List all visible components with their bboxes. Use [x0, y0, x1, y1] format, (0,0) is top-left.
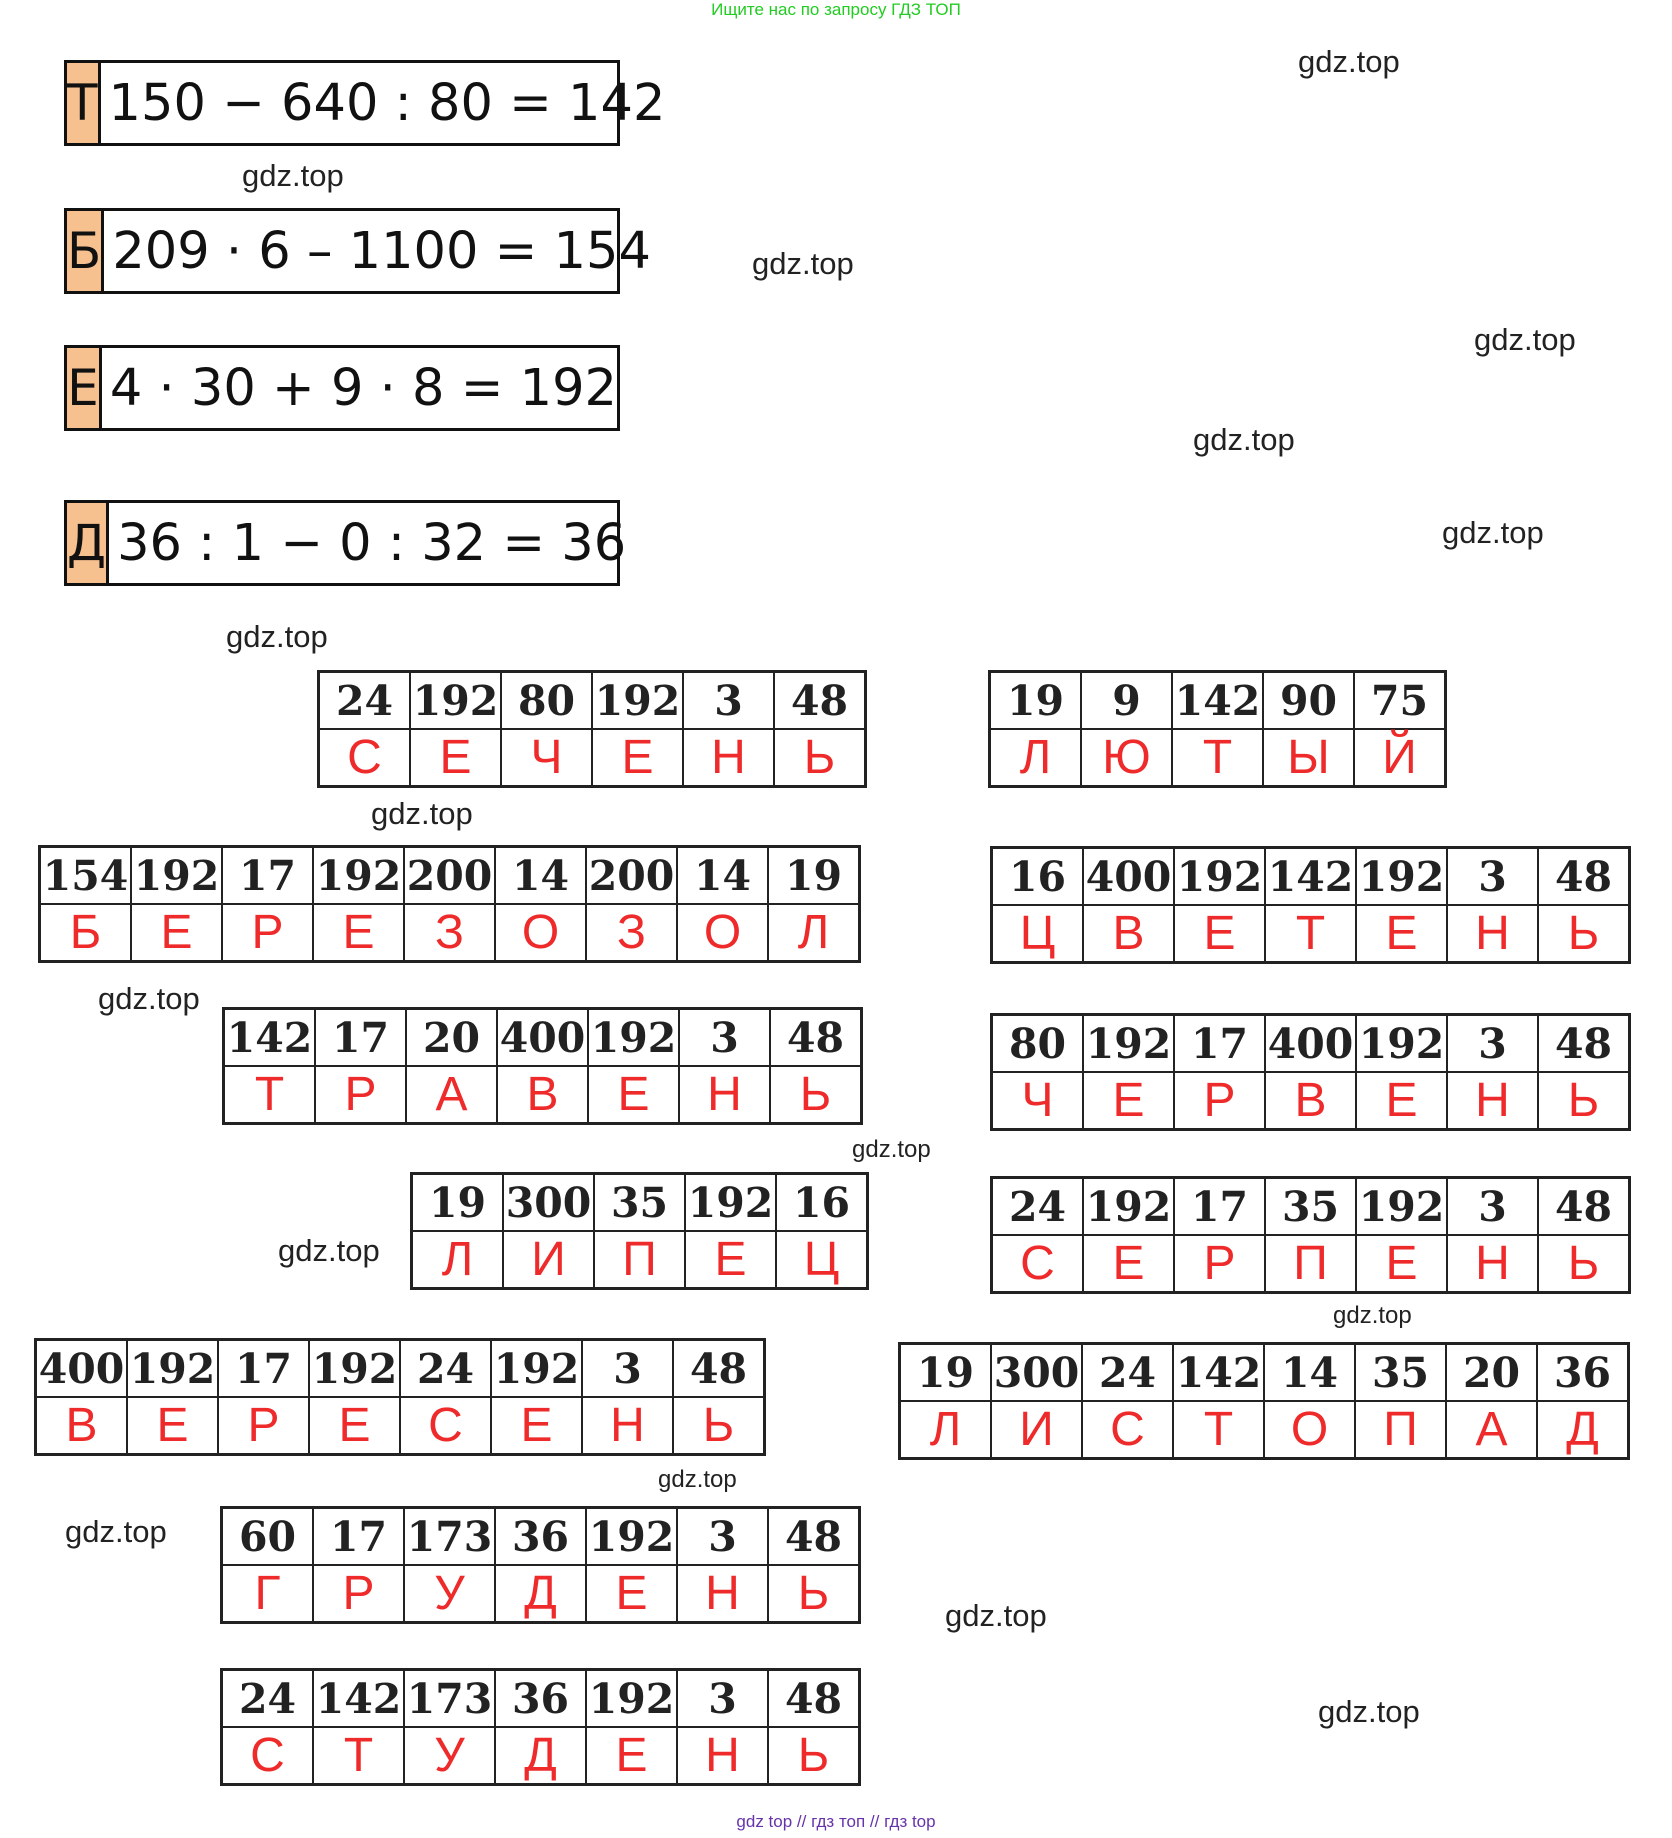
number-cell: 20 — [406, 1009, 497, 1067]
letter-cell: З — [586, 904, 677, 962]
letter-cell: Т — [313, 1727, 404, 1785]
letter-cell: Ь — [774, 729, 866, 787]
letter-cell: Л — [768, 904, 860, 962]
number-cell: 16 — [776, 1174, 868, 1232]
watermark: gdz.top — [242, 158, 344, 193]
letter-cell: Е — [685, 1231, 776, 1289]
letter-cell: Ь — [768, 1727, 860, 1785]
letter-cell: Н — [1447, 1235, 1538, 1293]
month-table-berezol — [38, 845, 861, 963]
letter-cell: Е — [309, 1397, 400, 1455]
letter-cell: Р — [313, 1565, 404, 1623]
letter-cell: Л — [990, 729, 1082, 787]
letter-cell: В — [1083, 905, 1174, 963]
letter-cell: Д — [495, 1727, 586, 1785]
letter-cell: Л — [900, 1401, 992, 1459]
number-cell: 300 — [503, 1174, 594, 1232]
letter-row — [992, 905, 1630, 963]
number-cell: 192 — [592, 672, 683, 730]
letter-row — [319, 729, 866, 787]
number-cell: 192 — [309, 1340, 400, 1398]
number-cell: 142 — [224, 1009, 316, 1067]
letter-cell: Н — [679, 1066, 770, 1124]
number-row — [992, 848, 1630, 906]
letter-cell: Ц — [776, 1231, 868, 1289]
letter-cell: О — [677, 904, 768, 962]
number-cell: 80 — [501, 672, 592, 730]
month-table-studen — [220, 1668, 861, 1786]
letter-cell: Т — [1173, 1401, 1264, 1459]
number-cell: 17 — [218, 1340, 309, 1398]
letter-cell: Б — [40, 904, 132, 962]
number-cell: 192 — [1083, 1015, 1174, 1073]
letter-cell: У — [404, 1727, 495, 1785]
number-cell: 3 — [1447, 848, 1538, 906]
equation-letter: Б — [67, 211, 104, 291]
letter-cell: Ю — [1081, 729, 1172, 787]
watermark: gdz.top — [1333, 1302, 1412, 1329]
letter-cell: У — [404, 1565, 495, 1623]
letter-cell: Е — [588, 1066, 679, 1124]
month-table-serpen — [990, 1176, 1631, 1294]
letter-cell: И — [991, 1401, 1082, 1459]
letter-cell: Ь — [1538, 905, 1630, 963]
equation-b — [64, 208, 651, 294]
number-cell: 75 — [1354, 672, 1446, 730]
watermark: gdz.top — [1442, 515, 1544, 550]
number-cell: 142 — [1173, 1344, 1264, 1402]
number-cell: 3 — [677, 1508, 768, 1566]
letter-cell: Д — [1537, 1401, 1629, 1459]
number-cell: 16 — [992, 848, 1084, 906]
number-cell: 48 — [770, 1009, 862, 1067]
number-cell: 24 — [992, 1178, 1084, 1236]
equation-letter: Д — [67, 503, 109, 583]
number-cell: 192 — [131, 847, 222, 905]
equation-t — [64, 60, 666, 146]
number-cell: 19 — [768, 847, 860, 905]
number-cell: 20 — [1446, 1344, 1537, 1402]
letter-cell: Р — [1174, 1235, 1265, 1293]
watermark: gdz.top — [98, 981, 200, 1016]
letter-cell: Е — [586, 1565, 677, 1623]
letter-row — [900, 1401, 1629, 1459]
letter-cell: Н — [1447, 905, 1538, 963]
letter-cell: С — [319, 729, 411, 787]
watermark: gdz.top — [658, 1466, 737, 1493]
month-table-liutyi — [988, 670, 1447, 788]
month-table-lypets — [410, 1172, 869, 1290]
watermark: gdz.top — [945, 1598, 1047, 1633]
letter-cell: Ь — [768, 1565, 860, 1623]
number-cell: 142 — [313, 1670, 404, 1728]
number-cell: 90 — [1263, 672, 1354, 730]
number-cell: 200 — [586, 847, 677, 905]
number-row — [36, 1340, 765, 1398]
number-cell: 200 — [404, 847, 495, 905]
number-cell: 48 — [673, 1340, 765, 1398]
number-cell: 192 — [586, 1508, 677, 1566]
number-cell: 192 — [586, 1670, 677, 1728]
letter-cell: П — [1355, 1401, 1446, 1459]
number-cell: 17 — [222, 847, 313, 905]
equation-expression: 150 − 640 : 80 = 142 — [108, 73, 666, 133]
number-row — [992, 1015, 1630, 1073]
number-cell: 3 — [582, 1340, 673, 1398]
letter-cell: Ч — [992, 1072, 1084, 1130]
letter-cell: Е — [1083, 1072, 1174, 1130]
number-cell: 192 — [1174, 848, 1265, 906]
number-cell: 3 — [677, 1670, 768, 1728]
letter-row — [40, 904, 860, 962]
letter-cell: Ь — [673, 1397, 765, 1455]
equation-letter: Е — [67, 348, 102, 428]
month-table-lystopad — [898, 1342, 1630, 1460]
number-cell: 24 — [319, 672, 411, 730]
letter-cell: Е — [1083, 1235, 1174, 1293]
number-cell: 3 — [1447, 1178, 1538, 1236]
number-cell: 35 — [1355, 1344, 1446, 1402]
number-row — [412, 1174, 868, 1232]
letter-cell: Ь — [1538, 1235, 1630, 1293]
number-cell: 19 — [990, 672, 1082, 730]
number-cell: 173 — [404, 1508, 495, 1566]
letter-cell: Й — [1354, 729, 1446, 787]
equation-e — [64, 345, 620, 431]
number-cell: 192 — [313, 847, 404, 905]
number-row — [990, 672, 1446, 730]
watermark: gdz.top — [852, 1136, 931, 1163]
letter-cell: Н — [683, 729, 774, 787]
number-cell: 300 — [991, 1344, 1082, 1402]
number-cell: 24 — [1082, 1344, 1173, 1402]
number-cell: 14 — [1264, 1344, 1355, 1402]
letter-cell: Е — [1356, 905, 1447, 963]
letter-cell: Е — [592, 729, 683, 787]
number-row — [900, 1344, 1629, 1402]
letter-cell: С — [222, 1727, 314, 1785]
equation-expression: 4 · 30 + 9 · 8 = 192 — [109, 358, 617, 418]
letter-cell: Л — [412, 1231, 504, 1289]
month-table-hruden — [220, 1506, 861, 1624]
letter-cell: Ь — [1538, 1072, 1630, 1130]
letter-row — [990, 729, 1446, 787]
watermark: gdz.top — [65, 1514, 167, 1549]
equation-expression: 209 · 6 – 1100 = 154 — [112, 221, 651, 281]
number-cell: 154 — [40, 847, 132, 905]
letter-row — [992, 1072, 1630, 1130]
letter-cell: Ч — [501, 729, 592, 787]
number-cell: 9 — [1081, 672, 1172, 730]
letter-cell: Т — [1172, 729, 1263, 787]
watermark: gdz.top — [278, 1233, 380, 1268]
letter-row — [412, 1231, 868, 1289]
number-cell: 173 — [404, 1670, 495, 1728]
number-cell: 142 — [1172, 672, 1263, 730]
letter-cell: Е — [410, 729, 501, 787]
letter-cell: Н — [677, 1565, 768, 1623]
letter-cell: Д — [495, 1565, 586, 1623]
number-row — [222, 1670, 860, 1728]
letter-cell: В — [1265, 1072, 1356, 1130]
letter-cell: Е — [491, 1397, 582, 1455]
letter-cell: Т — [224, 1066, 316, 1124]
letter-cell: А — [1446, 1401, 1537, 1459]
number-cell: 80 — [992, 1015, 1084, 1073]
watermark: gdz.top — [752, 246, 854, 281]
letter-row — [222, 1565, 860, 1623]
equation-letter: Т — [67, 63, 101, 143]
letter-cell: С — [400, 1397, 491, 1455]
number-cell: 24 — [222, 1670, 314, 1728]
number-cell: 400 — [1083, 848, 1174, 906]
letter-cell: Е — [127, 1397, 218, 1455]
number-row — [224, 1009, 862, 1067]
letter-cell: В — [36, 1397, 128, 1455]
number-row — [222, 1508, 860, 1566]
watermark: gdz.top — [371, 796, 473, 831]
number-cell: 192 — [1356, 1015, 1447, 1073]
letter-cell: П — [594, 1231, 685, 1289]
number-cell: 48 — [768, 1670, 860, 1728]
letter-cell: Р — [218, 1397, 309, 1455]
letter-cell: Н — [677, 1727, 768, 1785]
number-cell: 192 — [1356, 848, 1447, 906]
number-cell: 192 — [685, 1174, 776, 1232]
letter-cell: Р — [1174, 1072, 1265, 1130]
number-cell: 36 — [1537, 1344, 1629, 1402]
letter-cell: Р — [315, 1066, 406, 1124]
number-cell: 60 — [222, 1508, 314, 1566]
number-cell: 192 — [491, 1340, 582, 1398]
letter-cell: Г — [222, 1565, 314, 1623]
number-row — [319, 672, 866, 730]
equation-d — [64, 500, 627, 586]
letter-cell: Р — [222, 904, 313, 962]
letter-cell: О — [1264, 1401, 1355, 1459]
number-cell: 35 — [1265, 1178, 1356, 1236]
letter-cell: Ц — [992, 905, 1084, 963]
letter-row — [992, 1235, 1630, 1293]
number-cell: 400 — [36, 1340, 128, 1398]
number-cell: 192 — [1083, 1178, 1174, 1236]
letter-cell: С — [1082, 1401, 1173, 1459]
letter-row — [224, 1066, 862, 1124]
letter-cell: Е — [1356, 1072, 1447, 1130]
number-cell: 192 — [127, 1340, 218, 1398]
number-cell: 192 — [1356, 1178, 1447, 1236]
number-cell: 36 — [495, 1508, 586, 1566]
letter-cell: Н — [1447, 1072, 1538, 1130]
number-cell: 3 — [683, 672, 774, 730]
watermark: gdz.top — [1474, 322, 1576, 357]
month-table-sichen — [317, 670, 867, 788]
number-cell: 3 — [1447, 1015, 1538, 1073]
number-cell: 17 — [315, 1009, 406, 1067]
number-cell: 17 — [1174, 1178, 1265, 1236]
letter-cell: В — [497, 1066, 588, 1124]
letter-cell: Н — [582, 1397, 673, 1455]
number-cell: 14 — [677, 847, 768, 905]
letter-cell: А — [406, 1066, 497, 1124]
watermark: gdz.top — [1193, 422, 1295, 457]
number-cell: 24 — [400, 1340, 491, 1398]
letter-cell: Т — [1265, 905, 1356, 963]
number-row — [40, 847, 860, 905]
number-cell: 17 — [313, 1508, 404, 1566]
letter-cell: Е — [313, 904, 404, 962]
letter-cell: Е — [131, 904, 222, 962]
number-cell: 14 — [495, 847, 586, 905]
number-cell: 48 — [1538, 1178, 1630, 1236]
letter-cell: О — [495, 904, 586, 962]
letter-cell: Ь — [770, 1066, 862, 1124]
letter-cell: П — [1265, 1235, 1356, 1293]
month-table-veresen — [34, 1338, 766, 1456]
number-cell: 36 — [495, 1670, 586, 1728]
month-table-tsveten — [990, 846, 1631, 964]
letter-row — [36, 1397, 765, 1455]
number-cell: 19 — [412, 1174, 504, 1232]
number-cell: 48 — [1538, 848, 1630, 906]
letter-cell: Ы — [1263, 729, 1354, 787]
number-cell: 192 — [588, 1009, 679, 1067]
letter-cell: Е — [1174, 905, 1265, 963]
month-table-cherven — [990, 1013, 1631, 1131]
number-cell: 48 — [774, 672, 866, 730]
number-cell: 192 — [410, 672, 501, 730]
number-cell: 142 — [1265, 848, 1356, 906]
equation-expression: 36 : 1 − 0 : 32 = 36 — [117, 513, 627, 573]
number-cell: 3 — [679, 1009, 770, 1067]
letter-cell: С — [992, 1235, 1084, 1293]
number-cell: 48 — [768, 1508, 860, 1566]
number-cell: 19 — [900, 1344, 992, 1402]
number-row — [992, 1178, 1630, 1236]
letter-cell: З — [404, 904, 495, 962]
watermark: gdz.top — [1298, 44, 1400, 79]
letter-cell: Е — [586, 1727, 677, 1785]
watermark: gdz.top — [1318, 1694, 1420, 1729]
number-cell: 400 — [1265, 1015, 1356, 1073]
number-cell: 48 — [1538, 1015, 1630, 1073]
letter-row — [222, 1727, 860, 1785]
number-cell: 400 — [497, 1009, 588, 1067]
number-cell: 35 — [594, 1174, 685, 1232]
letter-cell: И — [503, 1231, 594, 1289]
number-cell: 17 — [1174, 1015, 1265, 1073]
search-hint: Ищите нас по запросу ГДЗ ТОП — [711, 0, 961, 19]
letter-cell: Е — [1356, 1235, 1447, 1293]
month-table-traven — [222, 1007, 863, 1125]
watermark: gdz.top — [226, 619, 328, 654]
footer-links: gdz top // гдз топ // гдз top — [736, 1812, 936, 1831]
